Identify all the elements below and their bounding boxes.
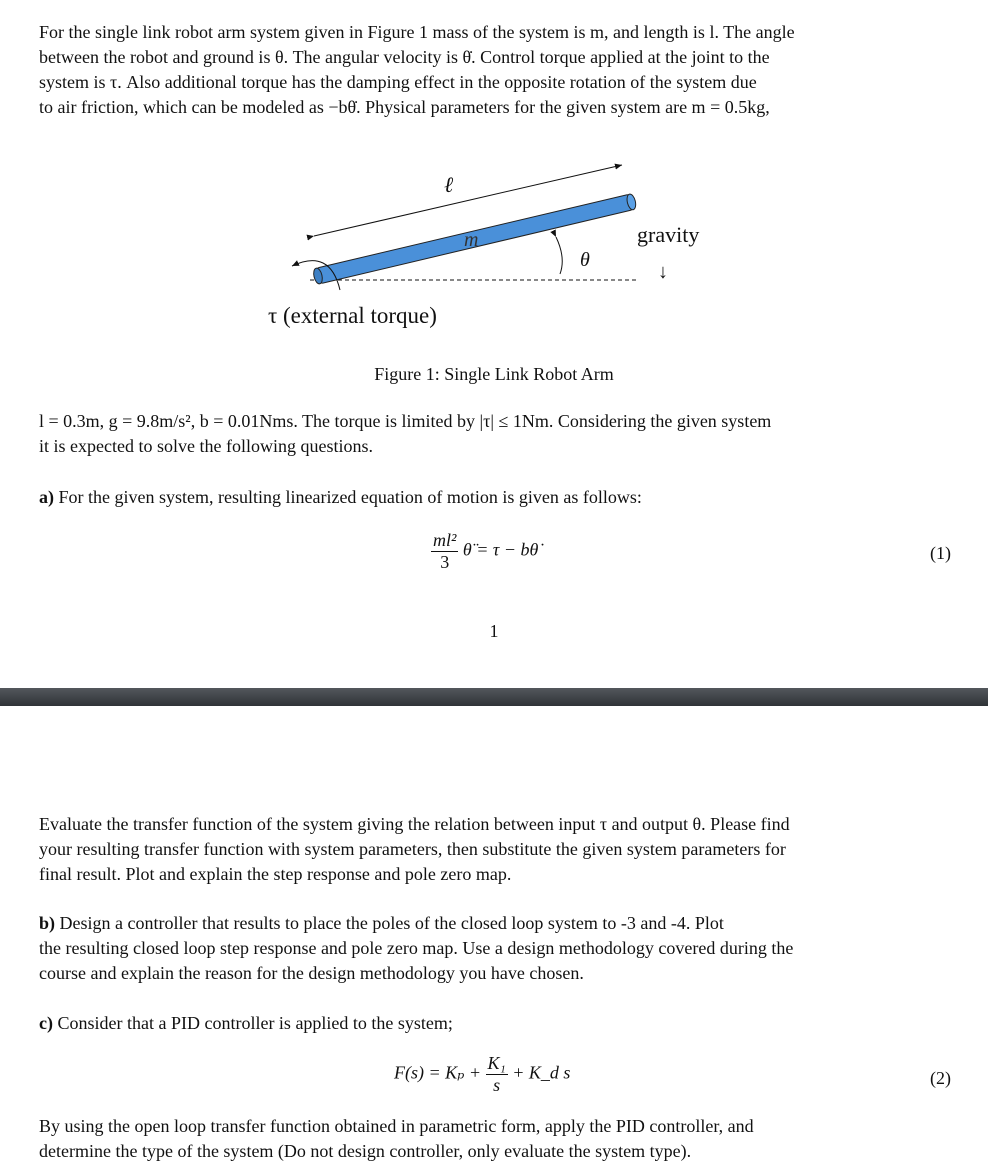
equation-2-rhs: + K_d s: [512, 1062, 571, 1083]
length-arrow: [314, 165, 622, 236]
page-number: 1: [489, 621, 499, 641]
equation-2: [394, 1053, 570, 1096]
length-label: ℓ: [444, 172, 454, 197]
part-a-cont-line: final result. Plot and explain the step response and pole zero map.: [39, 864, 512, 884]
part-c-paragraph: [39, 1114, 951, 1164]
equation-1-denominator: 3: [440, 552, 450, 572]
intro-line: For the single link robot arm system given in Figure 1 mass of the system is m, and length is l. The angle: [39, 22, 795, 42]
part-a-cont-line: your resulting transfer function with system parameters, then substitute the given system parameters for: [39, 839, 786, 859]
figure-caption: Figure 1: Single Link Robot Arm: [374, 364, 614, 384]
part-a-label: a): [39, 487, 54, 507]
intro-paragraph: [39, 20, 951, 120]
equation-1-number: (1): [930, 543, 951, 563]
intro-line: between the robot and ground is θ. The angular velocity is θ̇. Control torque applied at the joint to the: [39, 47, 770, 67]
theta-label: θ: [580, 249, 590, 271]
equation-2-number: (2): [930, 1068, 951, 1088]
intro-line: system is τ. Also additional torque has the damping effect in the opposite rotation of the system due: [39, 72, 757, 92]
equation-2-fraction: [486, 1053, 508, 1096]
part-b-line: Design a controller that results to place the poles of the closed loop system to -3 and -4. Plot: [59, 913, 724, 933]
equation-1-rhs: θ̈ = τ − bθ̇: [462, 539, 539, 560]
intro-line: to air friction, which can be modeled as −bθ̇. Physical parameters for the given system are m = 0.5kg,: [39, 97, 770, 117]
part-a-cont-line: Evaluate the transfer function of the system giving the relation between input τ and output θ. Please find: [39, 814, 790, 834]
equation-1: [431, 530, 538, 573]
part-c-heading: [39, 1011, 951, 1036]
part-c-line: determine the type of the system (Do not design controller, only evaluate the system type).: [39, 1141, 692, 1161]
part-a-heading: [39, 485, 951, 510]
equation-2-denominator: s: [493, 1075, 501, 1095]
mass-label: m: [464, 229, 479, 251]
part-b-line: the resulting closed loop step response and pole zero map. Use a design methodology covered during the: [39, 938, 794, 958]
equation-1-numerator: ml²: [433, 530, 457, 550]
torque-label: τ (external torque): [268, 303, 437, 328]
part-b-paragraph: [39, 911, 951, 986]
part-c-label: c): [39, 1013, 53, 1033]
gravity-label: gravity: [637, 222, 700, 247]
equation-2-numerator: K₁: [487, 1053, 506, 1073]
equation-1-fraction: [431, 530, 458, 573]
part-b-label: b): [39, 913, 56, 933]
page-divider: [0, 688, 988, 706]
params-line: l = 0.3m, g = 9.8m/s², b = 0.01Nms. The torque is limited by |τ| ≤ 1Nm. Considering the given system: [39, 411, 772, 431]
params-line: it is expected to solve the following questions.: [39, 436, 373, 456]
part-c-line: By using the open loop transfer function obtained in parametric form, apply the PID controller, and: [39, 1116, 754, 1136]
part-b-line: course and explain the reason for the design methodology you have chosen.: [39, 963, 584, 983]
part-c-text: Consider that a PID controller is applied to the system;: [57, 1013, 453, 1033]
theta-arc: [556, 237, 562, 274]
params-paragraph: [39, 409, 951, 459]
gravity-arrow-icon: ↓: [658, 261, 668, 283]
page-2: [0, 706, 988, 1174]
part-a-text: For the given system, resulting linearized equation of motion is given as follows:: [58, 487, 642, 507]
part-a-continuation: [39, 812, 951, 887]
equation-2-lhs: F(s) = Kₚ +: [394, 1062, 481, 1083]
